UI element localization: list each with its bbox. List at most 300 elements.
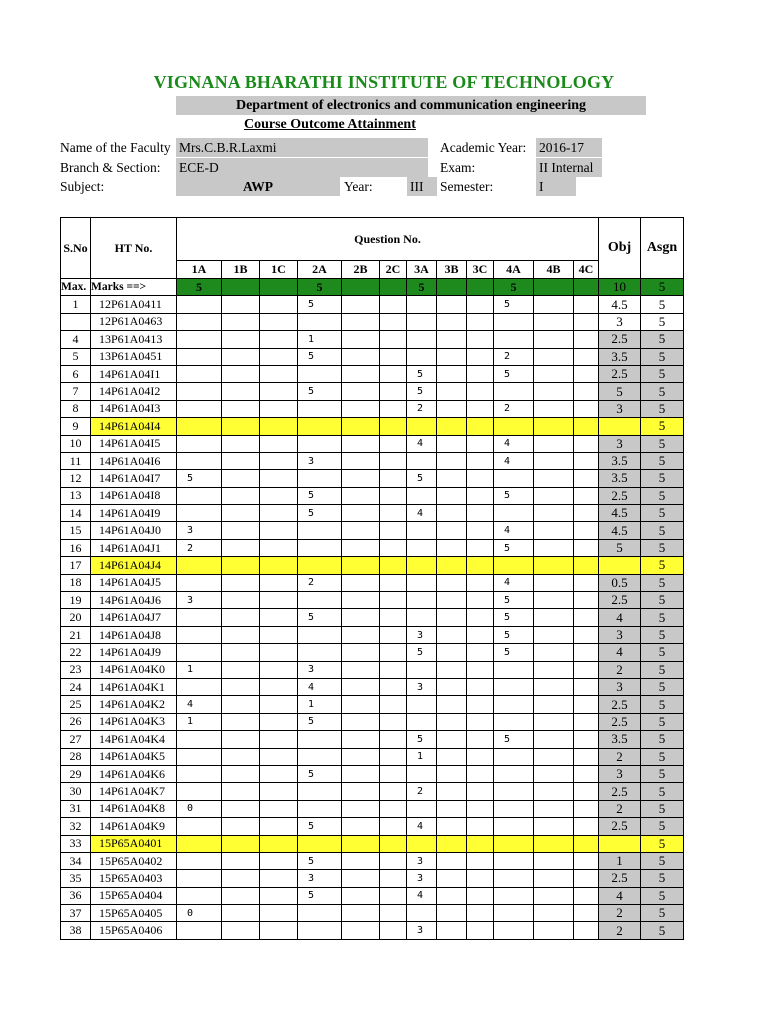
mark-cell — [222, 870, 260, 887]
sno-cell: 30 — [61, 783, 91, 800]
mark-cell — [222, 557, 260, 574]
mark-cell — [407, 452, 437, 469]
table-row — [61, 487, 684, 504]
table-header-row — [61, 218, 684, 261]
mark-cell — [437, 522, 467, 539]
table-row — [61, 887, 684, 904]
sno-cell: 19 — [61, 592, 91, 609]
mark-cell — [342, 678, 380, 695]
mark-cell — [222, 800, 260, 817]
obj-cell: 3.5 — [599, 470, 641, 487]
ht-number-cell: 14P61A04K2 — [91, 696, 177, 713]
table-row — [61, 661, 684, 678]
obj-cell: 2.5 — [599, 713, 641, 730]
mark-cell — [407, 557, 437, 574]
table-row — [61, 452, 684, 469]
sno-cell: 6 — [61, 365, 91, 382]
mark-cell — [260, 331, 298, 348]
mark-cell — [222, 783, 260, 800]
mark-cell: 5 — [494, 487, 534, 504]
mark-cell — [380, 765, 407, 782]
asgn-cell: 5 — [641, 348, 684, 365]
obj-cell: 4.5 — [599, 505, 641, 522]
ht-number-cell: 14P61A04I5 — [91, 435, 177, 452]
max-mark-cell — [574, 279, 599, 296]
mark-cell — [494, 922, 534, 939]
mark-cell — [177, 557, 222, 574]
mark-cell — [342, 852, 380, 869]
mark-cell — [407, 800, 437, 817]
mark-cell — [437, 383, 467, 400]
mark-cell — [467, 418, 494, 435]
mark-cell — [534, 539, 574, 556]
mark-cell — [380, 592, 407, 609]
mark-cell — [534, 435, 574, 452]
mark-cell — [407, 609, 437, 626]
asgn-cell: 5 — [641, 748, 684, 765]
mark-cell — [534, 348, 574, 365]
mark-cell — [177, 922, 222, 939]
mark-cell: 4 — [407, 818, 437, 835]
obj-cell: 3 — [599, 400, 641, 417]
mark-cell — [260, 365, 298, 382]
sno-cell: 9 — [61, 418, 91, 435]
sno-cell: 5 — [61, 348, 91, 365]
mark-cell — [467, 313, 494, 330]
table-row — [61, 435, 684, 452]
mark-cell — [298, 644, 342, 661]
mark-cell: 1 — [298, 696, 342, 713]
mark-cell — [260, 731, 298, 748]
sno-cell: 15 — [61, 522, 91, 539]
mark-cell — [260, 748, 298, 765]
mark-cell — [177, 348, 222, 365]
mark-cell — [260, 400, 298, 417]
mark-cell — [380, 731, 407, 748]
mark-cell — [574, 887, 599, 904]
table-row — [61, 609, 684, 626]
mark-cell — [534, 296, 574, 313]
obj-cell: 2.5 — [599, 818, 641, 835]
mark-cell — [260, 905, 298, 922]
mark-cell — [574, 626, 599, 643]
asgn-header: Asgn — [641, 218, 684, 279]
ht-number-cell: 14P61A04K6 — [91, 765, 177, 782]
mark-cell — [407, 296, 437, 313]
ht-number-cell: 14P61A04K3 — [91, 713, 177, 730]
sno-cell: 16 — [61, 539, 91, 556]
table-row — [61, 713, 684, 730]
mark-cell: 2 — [494, 348, 534, 365]
mark-cell — [177, 887, 222, 904]
mark-cell — [177, 644, 222, 661]
obj-cell: 2 — [599, 661, 641, 678]
obj-cell: 2.5 — [599, 870, 641, 887]
mark-cell — [534, 870, 574, 887]
mark-cell — [574, 592, 599, 609]
mark-cell — [467, 331, 494, 348]
mark-cell: 5 — [407, 470, 437, 487]
mark-cell — [177, 783, 222, 800]
mark-cell — [260, 835, 298, 852]
ht-number-cell: 12P61A0411 — [91, 296, 177, 313]
table-row — [61, 470, 684, 487]
mark-cell — [437, 835, 467, 852]
ht-number-cell: 14P61A04K8 — [91, 800, 177, 817]
mark-cell — [298, 800, 342, 817]
asgn-cell: 5 — [641, 418, 684, 435]
mark-cell — [380, 331, 407, 348]
academic-year-label: Academic Year: — [440, 140, 527, 155]
mark-cell: 5 — [298, 487, 342, 504]
mark-cell — [574, 818, 599, 835]
sno-cell: 35 — [61, 870, 91, 887]
mark-cell — [467, 592, 494, 609]
mark-cell — [437, 713, 467, 730]
mark-cell — [467, 609, 494, 626]
asgn-cell: 5 — [641, 731, 684, 748]
subject-value: AWP — [176, 177, 340, 196]
mark-cell — [342, 348, 380, 365]
mark-cell: 5 — [494, 365, 534, 382]
mark-cell — [380, 713, 407, 730]
mark-cell: 5 — [407, 365, 437, 382]
ht-number-cell: 15P65A0403 — [91, 870, 177, 887]
mark-cell — [260, 383, 298, 400]
question-col-header: 2A — [298, 261, 342, 279]
mark-cell — [222, 713, 260, 730]
max-asgn-cell: 5 — [641, 279, 684, 296]
mark-cell — [437, 609, 467, 626]
mark-cell — [437, 696, 467, 713]
mark-cell — [380, 539, 407, 556]
asgn-cell: 5 — [641, 626, 684, 643]
obj-cell: 3 — [599, 678, 641, 695]
asgn-cell: 5 — [641, 835, 684, 852]
mark-cell — [574, 922, 599, 939]
mark-cell: 4 — [494, 452, 534, 469]
mark-cell: 1 — [298, 331, 342, 348]
mark-cell: 3 — [407, 922, 437, 939]
table-row — [61, 800, 684, 817]
mark-cell — [407, 331, 437, 348]
ht-number-cell: 14P61A04J4 — [91, 557, 177, 574]
asgn-cell: 5 — [641, 765, 684, 782]
mark-cell — [534, 487, 574, 504]
mark-cell — [574, 522, 599, 539]
max-mark-cell — [342, 279, 380, 296]
mark-cell — [298, 731, 342, 748]
mark-cell — [467, 905, 494, 922]
mark-cell — [380, 922, 407, 939]
mark-cell — [574, 418, 599, 435]
mark-cell — [467, 383, 494, 400]
mark-cell — [437, 852, 467, 869]
mark-cell — [467, 505, 494, 522]
mark-cell — [534, 365, 574, 382]
subject-label: Subject: — [60, 179, 105, 194]
ht-number-cell: 15P65A0401 — [91, 835, 177, 852]
sno-cell: 24 — [61, 678, 91, 695]
mark-cell — [298, 748, 342, 765]
ht-number-cell: 14P61A04I7 — [91, 470, 177, 487]
mark-cell: 5 — [298, 765, 342, 782]
ht-number-cell: 14P61A04I3 — [91, 400, 177, 417]
table-row — [61, 574, 684, 591]
asgn-cell: 5 — [641, 678, 684, 695]
mark-cell — [407, 487, 437, 504]
sno-header: S.No — [61, 218, 91, 279]
mark-cell — [467, 644, 494, 661]
mark-cell — [260, 678, 298, 695]
sno-cell: 13 — [61, 487, 91, 504]
mark-cell — [467, 452, 494, 469]
semester-value: I — [536, 177, 576, 196]
mark-cell — [298, 313, 342, 330]
mark-cell — [574, 348, 599, 365]
obj-cell: 4.5 — [599, 522, 641, 539]
mark-cell — [467, 435, 494, 452]
obj-cell: 2 — [599, 905, 641, 922]
sno-cell: 11 — [61, 452, 91, 469]
mark-cell — [177, 313, 222, 330]
mark-cell: 4 — [494, 435, 534, 452]
mark-cell: 5 — [298, 818, 342, 835]
mark-cell — [534, 383, 574, 400]
mark-cell — [437, 800, 467, 817]
mark-cell: 5 — [298, 609, 342, 626]
mark-cell — [260, 661, 298, 678]
asgn-cell: 5 — [641, 522, 684, 539]
question-col-header: 4C — [574, 261, 599, 279]
mark-cell — [380, 505, 407, 522]
mark-cell — [380, 678, 407, 695]
ht-number-cell: 14P61A04I2 — [91, 383, 177, 400]
question-col-header: 2C — [380, 261, 407, 279]
mark-cell — [342, 435, 380, 452]
mark-cell — [437, 765, 467, 782]
mark-cell — [437, 296, 467, 313]
mark-cell — [342, 800, 380, 817]
mark-cell: 5 — [298, 296, 342, 313]
sno-cell: 1 — [61, 296, 91, 313]
mark-cell — [342, 296, 380, 313]
mark-cell — [342, 644, 380, 661]
sno-cell: 33 — [61, 835, 91, 852]
mark-cell — [467, 887, 494, 904]
mark-cell — [407, 696, 437, 713]
mark-cell — [222, 296, 260, 313]
mark-cell — [437, 418, 467, 435]
ht-number-cell: 14P61A04J7 — [91, 609, 177, 626]
asgn-cell: 5 — [641, 783, 684, 800]
mark-cell — [342, 922, 380, 939]
faculty-label: Name of the Faculty — [60, 140, 171, 155]
mark-cell: 5 — [407, 644, 437, 661]
mark-cell — [437, 487, 467, 504]
ht-number-cell: 15P65A0402 — [91, 852, 177, 869]
obj-cell: 2.5 — [599, 365, 641, 382]
asgn-cell: 5 — [641, 331, 684, 348]
mark-cell: 2 — [298, 574, 342, 591]
mark-cell — [380, 835, 407, 852]
sno-cell: 4 — [61, 331, 91, 348]
question-col-header: 3A — [407, 261, 437, 279]
mark-cell — [574, 609, 599, 626]
mark-cell — [534, 557, 574, 574]
mark-cell — [494, 748, 534, 765]
mark-cell — [534, 731, 574, 748]
mark-cell: 0 — [177, 905, 222, 922]
mark-cell — [437, 870, 467, 887]
branch-label: Branch & Section: — [60, 160, 161, 175]
mark-cell — [342, 522, 380, 539]
mark-cell — [574, 505, 599, 522]
mark-cell — [222, 905, 260, 922]
ht-number-cell: 14P61A04I8 — [91, 487, 177, 504]
obj-cell: 3.5 — [599, 348, 641, 365]
mark-cell — [494, 870, 534, 887]
mark-cell — [222, 452, 260, 469]
mark-cell — [380, 905, 407, 922]
mark-cell: 2 — [177, 539, 222, 556]
mark-cell — [380, 870, 407, 887]
obj-cell: 5 — [599, 383, 641, 400]
mark-cell — [467, 400, 494, 417]
table-row — [61, 365, 684, 382]
mark-cell — [177, 835, 222, 852]
mark-cell — [437, 731, 467, 748]
mark-cell — [342, 505, 380, 522]
mark-cell — [177, 383, 222, 400]
mark-cell — [534, 922, 574, 939]
mark-cell — [380, 452, 407, 469]
mark-cell — [222, 539, 260, 556]
mark-cell — [222, 522, 260, 539]
mark-cell: 5 — [494, 296, 534, 313]
ht-number-cell: 14P61A04J6 — [91, 592, 177, 609]
mark-cell — [574, 331, 599, 348]
mark-cell — [534, 748, 574, 765]
mark-cell — [342, 592, 380, 609]
table-row — [61, 644, 684, 661]
mark-cell — [380, 435, 407, 452]
mark-cell — [177, 609, 222, 626]
mark-cell — [494, 835, 534, 852]
mark-cell — [494, 505, 534, 522]
faculty-value: Mrs.C.B.R.Laxmi — [176, 138, 428, 157]
ht-number-cell: 14P61A04I9 — [91, 505, 177, 522]
mark-cell — [177, 626, 222, 643]
mark-cell: 2 — [494, 400, 534, 417]
asgn-cell: 5 — [641, 887, 684, 904]
mark-cell — [534, 609, 574, 626]
obj-cell: 4 — [599, 644, 641, 661]
mark-cell — [407, 713, 437, 730]
mark-cell — [494, 800, 534, 817]
mark-cell — [380, 644, 407, 661]
mark-cell: 5 — [494, 539, 534, 556]
table-row — [61, 331, 684, 348]
mark-cell — [342, 713, 380, 730]
obj-cell: 2.5 — [599, 331, 641, 348]
mark-cell — [342, 905, 380, 922]
sno-cell: 8 — [61, 400, 91, 417]
mark-cell — [437, 783, 467, 800]
mark-cell — [467, 696, 494, 713]
mark-cell — [298, 470, 342, 487]
mark-cell — [574, 748, 599, 765]
mark-cell — [407, 522, 437, 539]
mark-cell — [574, 905, 599, 922]
obj-cell: 0.5 — [599, 574, 641, 591]
mark-cell: 3 — [407, 870, 437, 887]
mark-cell — [534, 331, 574, 348]
max-mark-cell — [222, 279, 260, 296]
mark-cell — [260, 922, 298, 939]
mark-cell — [260, 296, 298, 313]
obj-cell: 3 — [599, 313, 641, 330]
mark-cell — [177, 574, 222, 591]
mark-cell — [494, 818, 534, 835]
mark-cell — [298, 400, 342, 417]
table-row — [61, 400, 684, 417]
mark-cell — [342, 835, 380, 852]
sno-cell — [61, 313, 91, 330]
mark-cell — [298, 626, 342, 643]
sno-cell: 17 — [61, 557, 91, 574]
asgn-cell: 5 — [641, 365, 684, 382]
mark-cell — [298, 905, 342, 922]
mark-cell: 5 — [407, 383, 437, 400]
marks-label: Marks ==> — [91, 279, 177, 296]
mark-cell — [407, 574, 437, 591]
ht-number-cell: 13P61A0451 — [91, 348, 177, 365]
obj-cell: 1 — [599, 852, 641, 869]
mark-cell — [574, 678, 599, 695]
mark-cell — [260, 800, 298, 817]
mark-cell — [380, 313, 407, 330]
sno-cell: 25 — [61, 696, 91, 713]
mark-cell — [177, 505, 222, 522]
mark-cell — [177, 435, 222, 452]
mark-cell — [380, 418, 407, 435]
table-row — [61, 505, 684, 522]
mark-cell — [298, 435, 342, 452]
mark-cell — [380, 783, 407, 800]
question-col-header: 2B — [342, 261, 380, 279]
asgn-cell: 5 — [641, 905, 684, 922]
mark-cell — [574, 574, 599, 591]
mark-cell: 5 — [298, 383, 342, 400]
mark-cell — [574, 383, 599, 400]
ht-number-cell: 14P61A04K4 — [91, 731, 177, 748]
mark-cell — [177, 870, 222, 887]
question-col-header: 4B — [534, 261, 574, 279]
mark-cell: 1 — [177, 661, 222, 678]
mark-cell — [437, 644, 467, 661]
mark-cell — [380, 800, 407, 817]
mark-cell — [222, 765, 260, 782]
mark-cell — [407, 835, 437, 852]
ht-number-cell: 14P61A04I1 — [91, 365, 177, 382]
table-row — [61, 296, 684, 313]
mark-cell — [222, 852, 260, 869]
mark-cell — [574, 835, 599, 852]
mark-cell — [342, 696, 380, 713]
mark-cell — [342, 765, 380, 782]
mark-cell: 3 — [407, 678, 437, 695]
